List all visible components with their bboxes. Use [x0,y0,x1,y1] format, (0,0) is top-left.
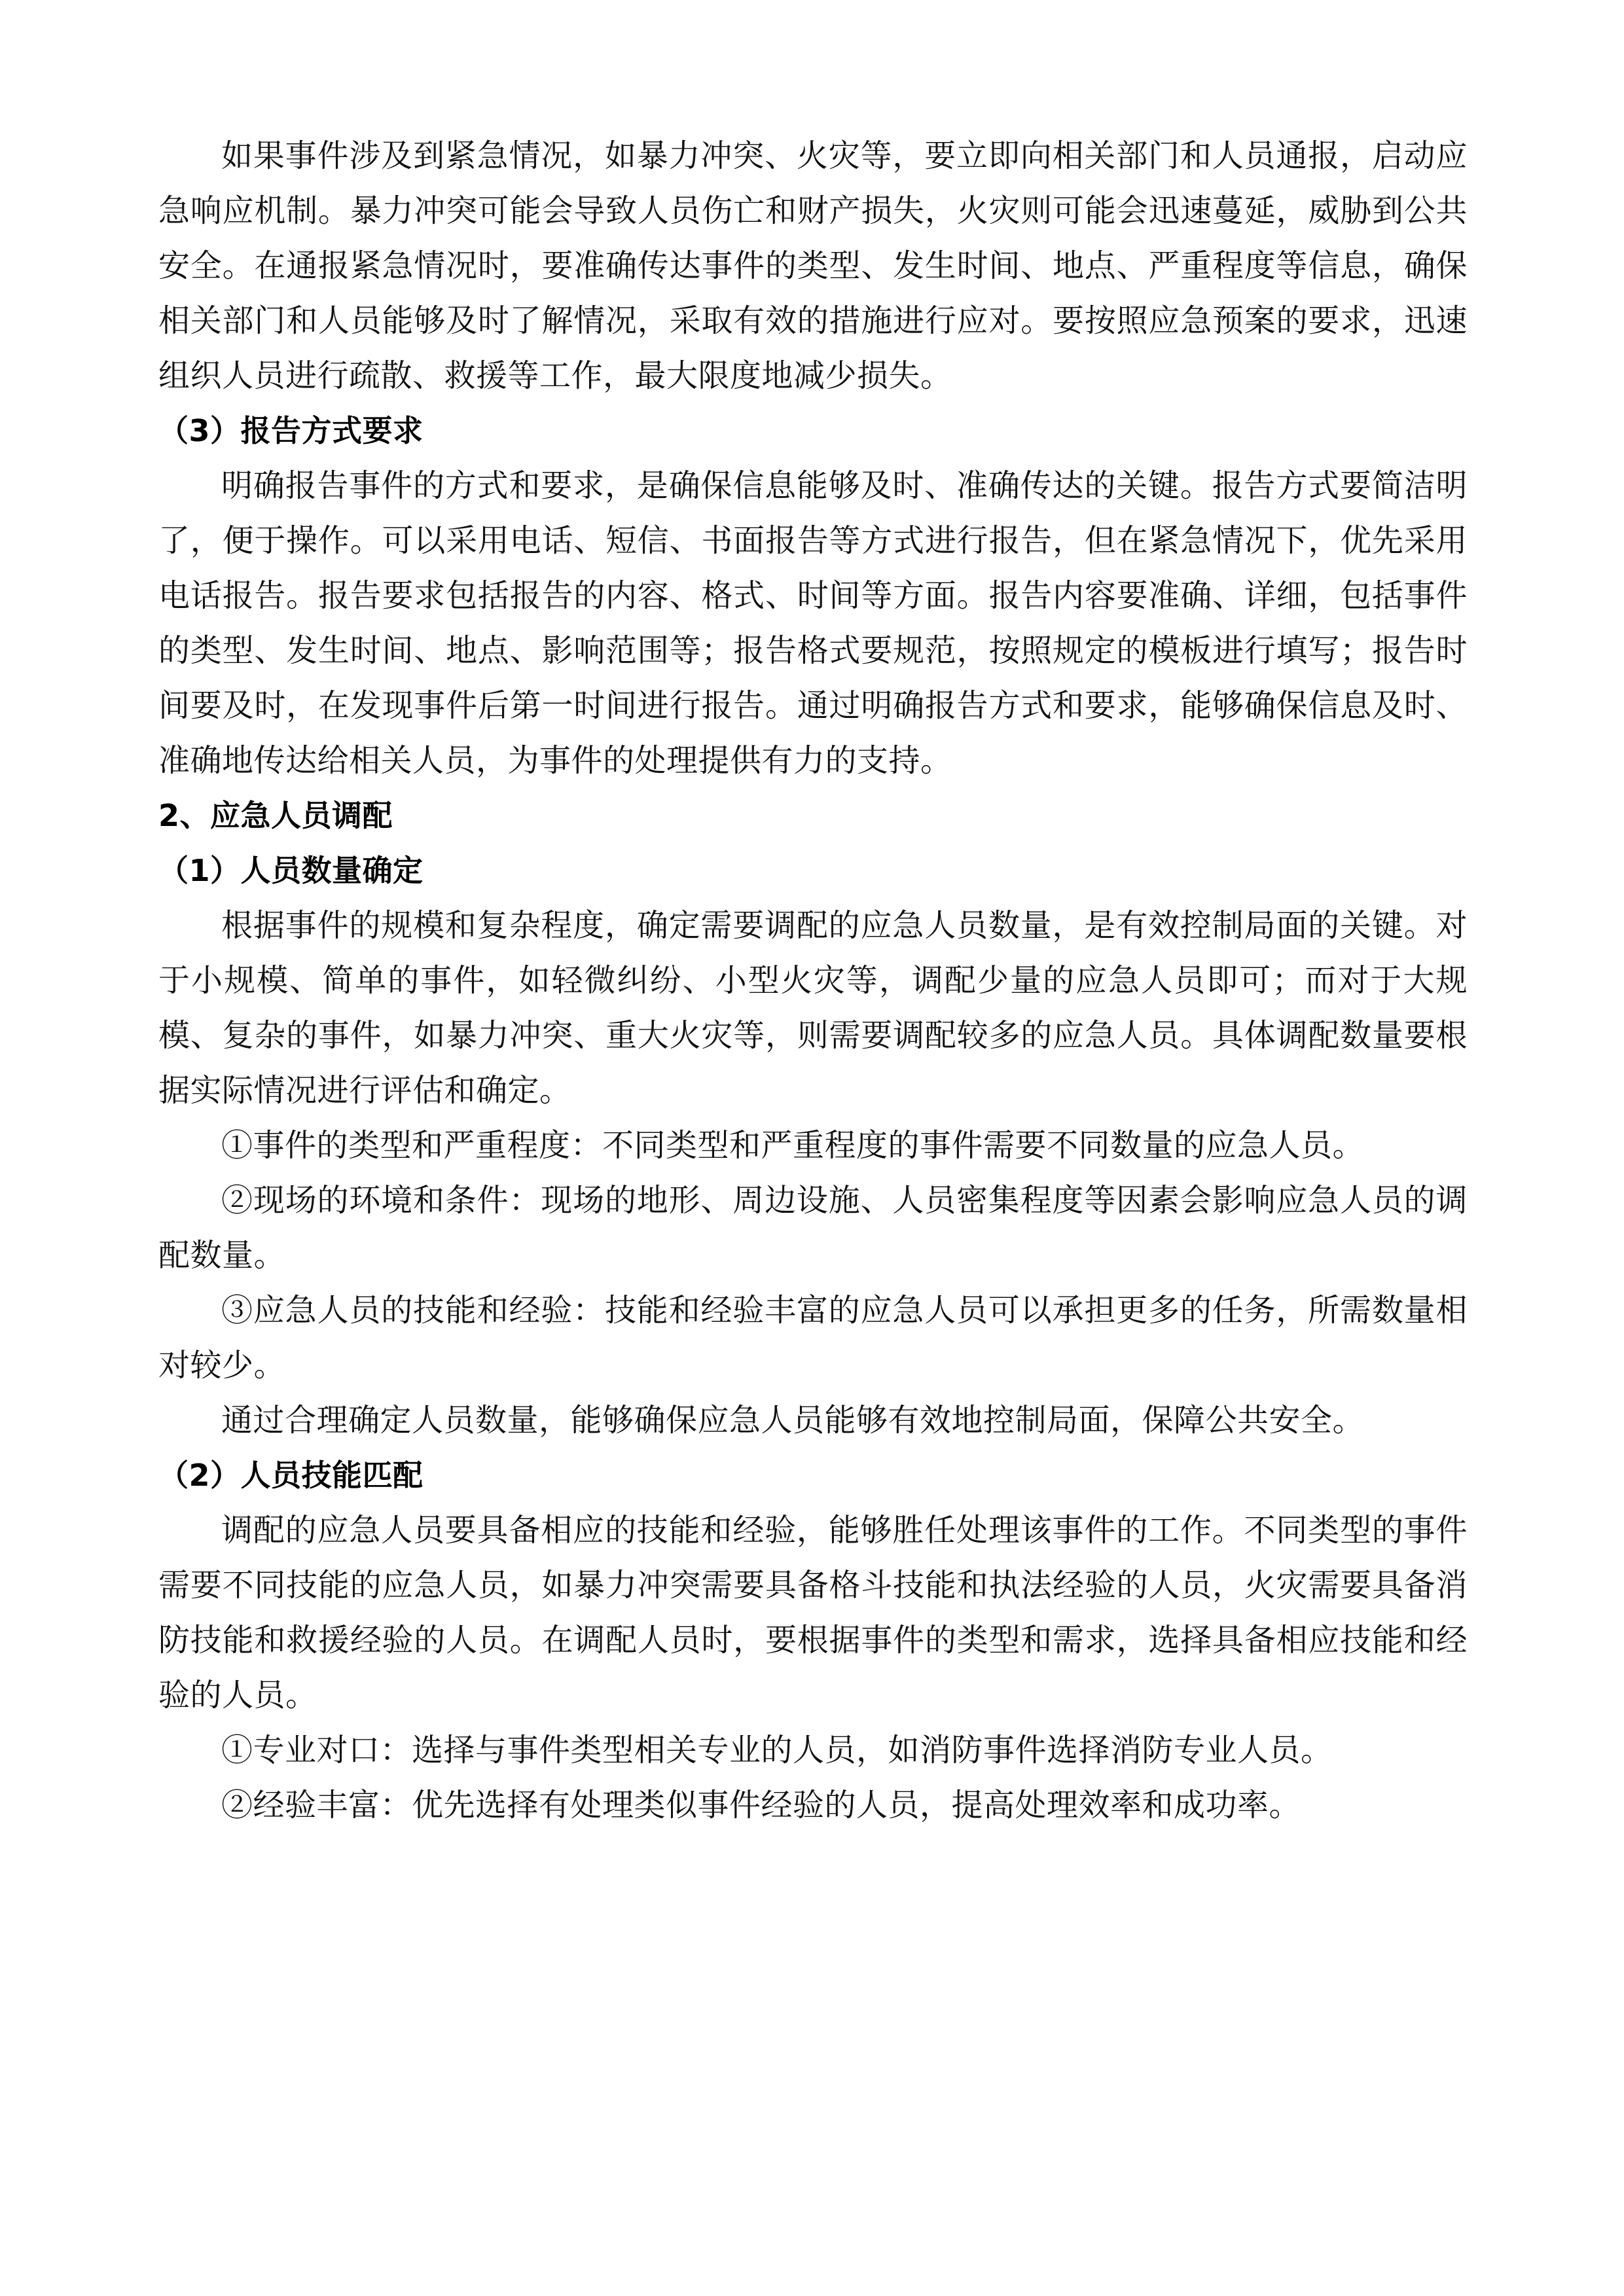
paragraph-report-method: 明确报告事件的方式和要求，是确保信息能够及时、准确传达的关键。报告方式要简洁明了，便于操作。可以采用电话、短信、书面报告等方式进行报告，但在紧急情况下，优先采用电话报告。报告要求包括报告的内容、格式、时间等方面。报告内容要准确、详细，包括事件的类型、发生时间、地点、影响范围等；报告格式要规范，按照规定的模板进行填写；报告时间要及时，在发现事件后第一时间进行报告。通过明确报告方式和要求，能够确保信息及时、准确地传达给相关人员，为事件的处理提供有力的支持。 [158,467,1468,779]
list-item-site-conditions: ②现场的环境和条件：现场的地形、周边设施、人员密集程度等因素会影响应急人员的调配数量。 [158,1182,1468,1274]
paragraph-staff-count-summary: 通过合理确定人员数量，能够确保应急人员能够有效地控制局面，保障公共安全。 [221,1402,1365,1439]
list-item-professional-match: ①专业对口：选择与事件类型相关专业的人员，如消防事件选择消防专业人员。 [221,1732,1333,1768]
paragraph-staff-count: 根据事件的规模和复杂程度，确定需要调配的应急人员数量，是有效控制局面的关键。对于小规模、简单的事件，如轻微纠纷、小型火灾等，调配少量的应急人员即可；而对于大规模、复杂的事件，如暴力冲突、重大火灾等，则需要调配较多的应急人员。具体调配数量要根据实际情况进行评估和确定。 [158,907,1468,1109]
list-item-event-type: ①事件的类型和严重程度：不同类型和严重程度的事件需要不同数量的应急人员。 [221,1127,1365,1164]
heading-skill-matching: （2）人员技能匹配 [158,1458,424,1493]
document-body [158,128,1468,1833]
paragraph-emergency-notification: 如果事件涉及到紧急情况，如暴力冲突、火灾等，要立即向相关部门和人员通报，启动应急响应机制。暴力冲突可能会导致人员伤亡和财产损失，火灾则可能会迅速蔓延，威胁到公共安全。在通报紧急情况时，要准确传达事件的类型、发生时间、地点、严重程度等信息，确保相关部门和人员能够及时了解情况，采取有效的措施进行应对。要按照应急预案的要求，迅速组织人员进行疏散、救援等工作，最大限度地减少损失。 [158,137,1468,394]
paragraph-skill-matching: 调配的应急人员要具备相应的技能和经验，能够胜任处理该事件的工作。不同类型的事件需要不同技能的应急人员，如暴力冲突需要具备格斗技能和执法经验的人员，火灾需要具备消防技能和救援经验的人员。在调配人员时，要根据事件的类型和需求，选择具备相应技能和经验的人员。 [158,1512,1468,1713]
heading-staff-count: （1）人员数量确定 [158,853,424,888]
list-item-staff-skills: ③应急人员的技能和经验：技能和经验丰富的应急人员可以承担更多的任务，所需数量相对较少。 [158,1292,1468,1384]
heading-report-method: （3）报告方式要求 [158,413,424,448]
heading-staff-deployment: 2、应急人员调配 [158,798,393,833]
list-item-experience: ②经验丰富：优先选择有处理类似事件经验的人员，提高处理效率和成功率。 [221,1787,1301,1823]
